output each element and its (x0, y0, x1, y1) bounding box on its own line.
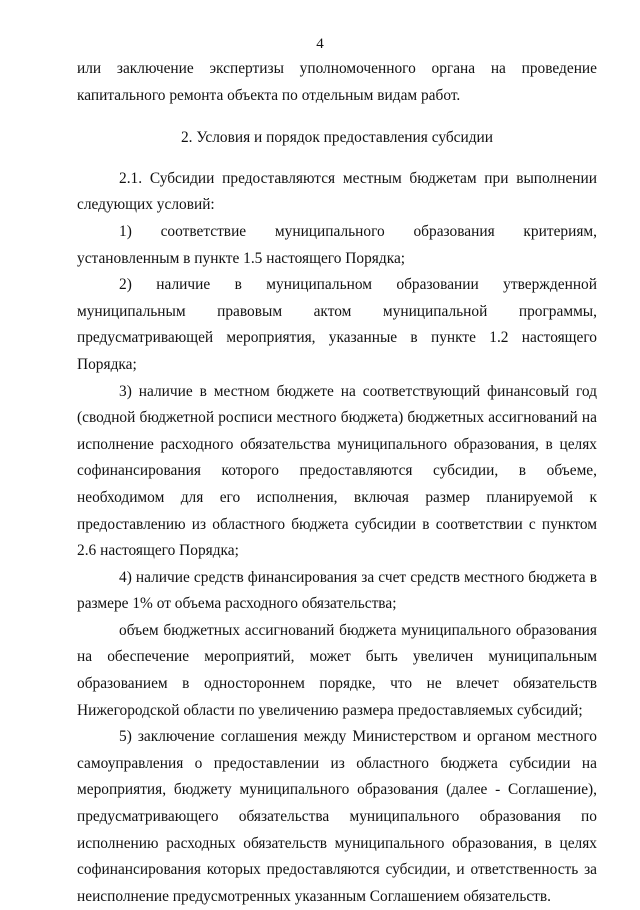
paragraph-condition-4: 4) наличие средств финансирования за счет средств местного бюджета в размере 1% от объема расходного обязательства; (77, 568, 597, 613)
paragraph-condition-5: 5) заключение соглашения между Министерством и органом местного самоуправления о предоставлении из областного бюджета субсидии на мероприятия, бюджету муниципального образования (далее - Соглашение), предусматривающего обязательства муниципального образования по исполнению расходных обязательств муниципального образования, в целях софинансирования которых предоставляются субсидии, и ответственность за неисполнение предусмотренных указанным Соглашением обязательств. (77, 728, 597, 905)
paragraph-2-1: 2.1. Субсидии предоставляются местным бюджетам при выполнении следующих условий: (77, 169, 597, 214)
document-body (77, 56, 597, 910)
paragraph-continuation: или заключение экспертизы уполномоченного органа на проведение капитального ремонта объекта по отдельным видам работ. (77, 60, 597, 104)
paragraph-condition-3: 3) наличие в местном бюджете на соответствующий финансовый год (сводной бюджетной росписи местного бюджета) бюджетных ассигнований на исполнение расходного обязательства муниципального образования, в целях софинансирования которого предоставляются субсидии, в объеме, необходимом для его исполнения, включая размер планируемой к предоставлению из областного бюджета субсидии в соответствии с пунктом 2.6 настоящего Порядка; (77, 382, 597, 560)
paragraph-budget-volume: объем бюджетных ассигнований бюджета муниципального образования на обеспечение мероприятий, может быть увеличен муниципальным образованием в одностороннем порядке, что не влечет обязательств Нижегородской области по увеличению размера предоставляемых субсидий; (77, 621, 597, 719)
paragraph-condition-2: 2) наличие в муниципальном образовании утвержденной муниципальным правовым актом муниципальной программы, предусматривающей мероприятия, указанные в пункте 1.2 настоящего Порядка; (77, 276, 597, 373)
paragraph-condition-1: 1) соответствие муниципального образования критериям, установленным в пункте 1.5 настоящего Порядка; (77, 222, 597, 267)
section-heading: 2. Условия и порядок предоставления субсидии (180, 129, 494, 147)
page-number: 4 (316, 36, 324, 52)
